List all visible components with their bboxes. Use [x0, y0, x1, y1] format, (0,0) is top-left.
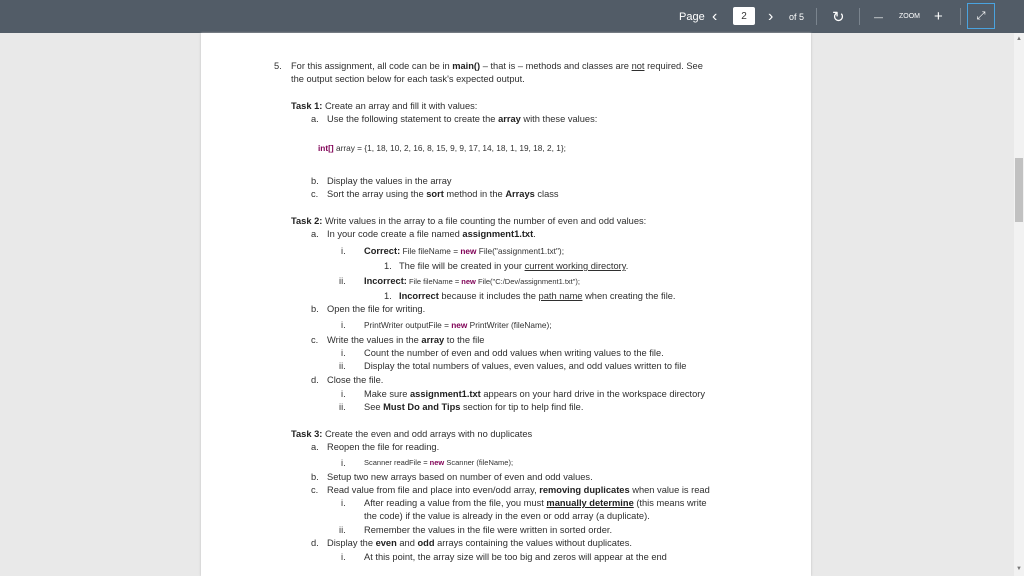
task2-heading: Task 2: Write values in the array to a file counting the number of even and odd values: — [291, 216, 647, 226]
task1-b: Display the values in the array — [327, 176, 452, 186]
viewer-toolbar — [0, 0, 1024, 33]
task2-d-ii: See Must Do and Tips section for tip to help find file. — [364, 402, 584, 412]
task2-c-i: Count the number of even and odd values when writing values to the file. — [364, 348, 664, 358]
task2-a-i-mark: i. — [341, 246, 346, 256]
task2-a-i-1-mark: 1. — [384, 261, 392, 271]
zoom-label: ZOOM — [899, 13, 920, 20]
task1-c-mark: c. — [311, 189, 319, 199]
prev-page-icon[interactable]: ‹ — [712, 7, 718, 25]
task2-a-ii: Incorrect: File fileName = new File("C:/Dev/assignment1.txt"); — [364, 276, 580, 286]
task2-b-i-mark: i. — [341, 320, 346, 330]
task2-d-i: Make sure assignment1.txt appears on your hard drive in the workspace directory — [364, 389, 706, 399]
task3-c-i-mark: i. — [341, 498, 346, 508]
task2-a-i-1: The file will be created in your current working directory. — [399, 261, 629, 271]
task3-d-i: At this point, the array size will be too big and zeros will appear at the end — [364, 552, 667, 562]
task2-b: Open the file for writing. — [327, 304, 426, 314]
toolbar-divider — [816, 8, 817, 25]
task3-c-i: After reading a value from the file, you must manually determine (this means write — [364, 498, 707, 508]
task2-a-i: Correct: File fileName = new File("assignment1.txt"); — [364, 246, 565, 256]
task3-c-ii: Remember the values in the file were written in sorted order. — [364, 525, 613, 535]
task1-c: Sort the array using the sort method in the Arrays class — [327, 189, 559, 199]
page-number-input[interactable]: 2 — [733, 7, 755, 25]
task3-b: Setup two new arrays based on number of even and odd values. — [327, 472, 593, 482]
item5-number: 5. — [274, 61, 282, 71]
scrollbar-thumb[interactable] — [1015, 158, 1023, 222]
task2-a-ii-1: Incorrect because it includes the path name when creating the file. — [399, 291, 676, 301]
task1-heading: Task 1: Create an array and fill it with values: — [291, 101, 478, 111]
task1-b-mark: b. — [311, 176, 319, 186]
task2-c-i-mark: i. — [341, 348, 346, 358]
task2-d-mark: d. — [311, 375, 319, 385]
task3-a-i: Scanner readFile = new Scanner (fileName); — [364, 458, 514, 467]
task2-d-i-mark: i. — [341, 389, 346, 399]
task1-a-mark: a. — [311, 114, 319, 124]
task3-c-i-line2: the code) if the value is already in the even or odd array (a duplicate). — [364, 511, 650, 521]
rotate-icon[interactable]: ↻ — [832, 8, 845, 26]
task2-d: Close the file. — [327, 375, 384, 385]
task2-a: In your code create a file named assignment1.txt. — [327, 229, 536, 239]
page-count: of 5 — [789, 11, 805, 22]
task2-a-mark: a. — [311, 229, 319, 239]
task3-c-mark: c. — [311, 485, 319, 495]
task3-a-i-mark: i. — [341, 458, 346, 468]
scroll-down-icon[interactable]: ▼ — [1016, 566, 1022, 572]
task3-c: Read value from file and place into even/odd array, removing duplicates when value is read — [327, 485, 710, 495]
task2-a-ii-mark: ii. — [339, 276, 346, 286]
zoom-out-icon[interactable]: — — [874, 11, 883, 22]
task1-code: int[] array = {1, 18, 10, 2, 16, 8, 15, 9, 9, 17, 14, 18, 1, 19, 18, 2, 1}; — [318, 143, 566, 153]
task3-c-ii-mark: ii. — [339, 525, 346, 535]
next-page-icon[interactable]: › — [768, 7, 774, 25]
page-label: Page — [679, 10, 705, 23]
task1-a: Use the following statement to create the array with these values: — [327, 114, 598, 124]
task3-d-i-mark: i. — [341, 552, 346, 562]
task3-b-mark: b. — [311, 472, 319, 482]
collapse-icon[interactable]: ⤢ — [967, 3, 995, 29]
task3-a-mark: a. — [311, 442, 319, 452]
task2-d-ii-mark: ii. — [339, 402, 346, 412]
zoom-in-icon[interactable]: + — [934, 8, 943, 25]
task2-b-mark: b. — [311, 304, 319, 314]
task2-c-mark: c. — [311, 335, 319, 345]
toolbar-divider — [859, 8, 860, 25]
task3-d: Display the even and odd arrays containing the values without duplicates. — [327, 538, 632, 548]
task2-c-ii-mark: ii. — [339, 361, 346, 371]
task2-b-i: PrintWriter outputFile = new PrintWriter (fileName); — [364, 320, 552, 330]
task3-d-mark: d. — [311, 538, 319, 548]
task3-a: Reopen the file for reading. — [327, 442, 440, 452]
task2-a-ii-1-mark: 1. — [384, 291, 392, 301]
item5-line2: the output section below for each task's expected output. — [291, 74, 525, 84]
task2-c-ii: Display the total numbers of values, even values, and odd values written to file — [364, 361, 687, 371]
task3-heading: Task 3: Create the even and odd arrays with no duplicates — [291, 429, 533, 439]
task2-c: Write the values in the array to the file — [327, 335, 485, 345]
scrollbar-track[interactable] — [1014, 33, 1024, 576]
toolbar-divider — [960, 8, 961, 25]
scroll-up-icon[interactable]: ▲ — [1016, 36, 1022, 42]
item5-line1: For this assignment, all code can be in main() – that is – methods and classes are not required. See — [291, 61, 703, 71]
